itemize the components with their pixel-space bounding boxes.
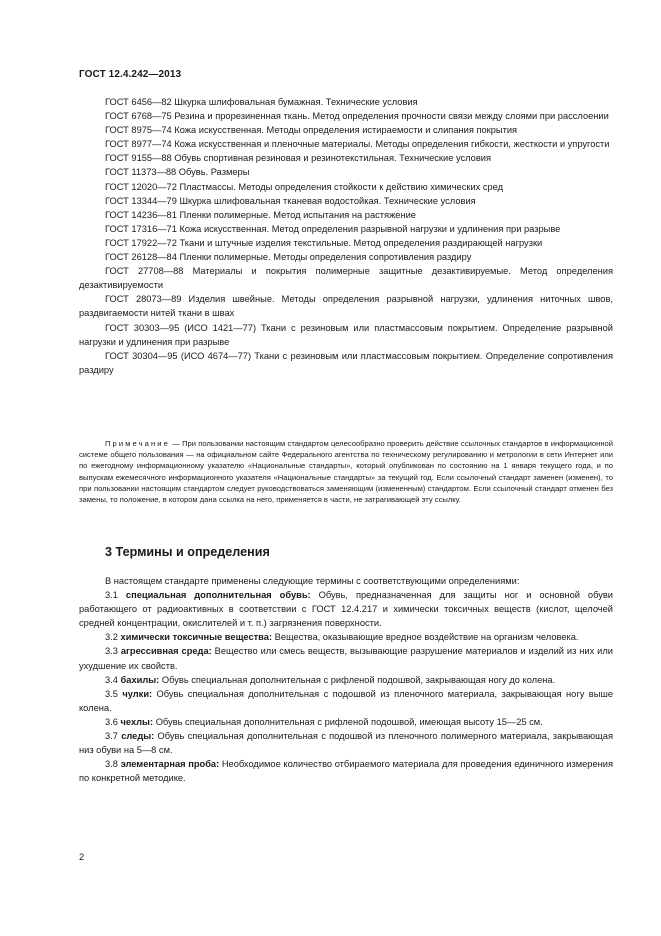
reference-item: ГОСТ 17922—72 Ткани и штучные изделия текстильные. Метод определения раздирающей нагрузки bbox=[105, 237, 543, 248]
term-definition bbox=[79, 673, 613, 687]
term-number: 3.1 bbox=[105, 590, 118, 601]
reference-item: ГОСТ 14236—81 Пленки полимерные. Метод испытания на растяжение bbox=[105, 209, 416, 220]
term-name: элементарная проба: bbox=[120, 759, 220, 770]
term-name: чехлы: bbox=[120, 716, 154, 727]
term-number: 3.3 bbox=[105, 646, 118, 657]
reference-item: ГОСТ 30303—95 (ИСО 1421—77) Ткани с резиновым или пластмассовым покрытием. Определение разрывной нагрузки и удлинения при разрыве bbox=[79, 322, 613, 347]
term-text: Обувь специальная дополнительная с подошвой из пленочного полимерного материала, закрывающая низ обуви на 5—8 см. bbox=[79, 731, 613, 756]
term-definition bbox=[79, 644, 613, 672]
term-text: Обувь специальная дополнительная с подошвой из пленочного материала, закрывающая ногу выше колена. bbox=[79, 688, 613, 713]
section-intro: В настоящем стандарте применены следующие термины с соответствующими определениями: bbox=[105, 576, 520, 586]
term-number: 3.5 bbox=[105, 688, 118, 699]
reference-item: ГОСТ 12020—72 Пластмассы. Методы определения стойкости к действию химических сред bbox=[105, 181, 504, 192]
term-definition bbox=[79, 715, 613, 729]
term-name: бахилы: bbox=[120, 674, 160, 685]
reference-item: ГОСТ 26128—84 Пленки полимерные. Методы определения сопротивления раздиру bbox=[105, 252, 472, 263]
term-number: 3.6 bbox=[105, 716, 118, 727]
term-number: 3.7 bbox=[105, 731, 118, 742]
term-name: химически токсичные вещества: bbox=[120, 632, 273, 643]
term-name: чулки: bbox=[122, 688, 153, 699]
reference-item: ГОСТ 30304—95 (ИСО 4674—77) Ткани с резиновым или пластмассовым покрытием. Определение сопротивления раздиру bbox=[79, 350, 613, 375]
term-number: 3.2 bbox=[105, 632, 118, 643]
reference-item: ГОСТ 8977—74 Кожа искусственная и пленочные материалы. Методы определения гибкости, жесткости и упругости bbox=[105, 139, 610, 150]
reference-item: ГОСТ 9155—88 Обувь спортивная резиновая и резинотекстильная. Технические условия bbox=[105, 153, 492, 164]
reference-item: ГОСТ 17316—71 Кожа искусственная. Метод определения разрывной нагрузки и удлинения при разрыве bbox=[105, 223, 561, 234]
reference-item: ГОСТ 11373—88 Обувь. Размеры bbox=[105, 167, 250, 178]
terms-section bbox=[79, 574, 613, 785]
note-text: — При пользовании настоящим стандартом целесообразно проверить действие ссылочных стандартов в информационной системе общего пользования — на официальном сайте Федерального агентства по техническому регулированию и метрологии в сети Интернет или по ежегодному информационному указателю «Национальные стандарты», который опубликован по состоянию на 1 января текущего года, и по выпускам ежемесячного информационного указателя «Национальные стандарты» за текущий год. Если ссылочный стандарт заменен (изменен), то при пользовании настоящим стандартом следует руководствоваться заменяющим (измененным) стандартом. Если ссылочный стандарт отменен без замены, то положение, в котором дана ссылка на него, применяется в части, не затрагивающей эту ссылку. bbox=[79, 439, 613, 505]
term-text: Обувь специальная дополнительная с рифленой подошвой, имеющая высоту 15—25 см. bbox=[155, 716, 543, 727]
note-paragraph bbox=[79, 438, 613, 505]
term-text: Обувь, предназначенная для защиты ног и основной обуви работающего от радиоактивных в соответствии с ГОСТ 12.4.217 и химически токсичных веществ (кислот, щелочей средней концентрации, окислителей и т. п.) загрязнения поверхности. bbox=[79, 590, 613, 629]
reference-item: ГОСТ 8975—74 Кожа искусственная. Методы определения истираемости и слипания покрытия bbox=[105, 125, 518, 136]
term-text: Вещества, оказывающие вредное воздействие на организм человека. bbox=[274, 632, 579, 643]
term-name: агрессивная среда: bbox=[120, 646, 212, 657]
reference-item: ГОСТ 6456—82 Шкурка шлифовальная бумажная. Технические условия bbox=[105, 97, 418, 107]
document-header: ГОСТ 12.4.242—2013 bbox=[79, 69, 182, 80]
reference-item: ГОСТ 13344—79 Шкурка шлифовальная тканевая водостойкая. Технические условия bbox=[105, 195, 476, 206]
term-definition bbox=[79, 757, 613, 785]
term-text: Вещество или смесь веществ, вызывающие разрушение материалов и изделий из них или ухудшение их свойств. bbox=[79, 646, 613, 671]
term-definition bbox=[79, 687, 613, 715]
note-label: Примечание bbox=[105, 439, 170, 448]
term-number: 3.8 bbox=[105, 759, 118, 770]
section-title: 3 Термины и определения bbox=[105, 545, 270, 559]
page-number: 2 bbox=[79, 852, 85, 862]
reference-item: ГОСТ 28073—89 Изделия швейные. Методы определения разрывной нагрузки, удлинения ниточных швов, раздвигаемости нитей ткани в швах bbox=[79, 294, 613, 319]
term-definition bbox=[79, 729, 613, 757]
term-number: 3.4 bbox=[105, 674, 118, 685]
term-name: специальная дополнительная обувь: bbox=[125, 590, 311, 601]
term-definition bbox=[79, 588, 613, 630]
normative-references-list bbox=[79, 95, 613, 377]
reference-item: ГОСТ 6768—75 Резина и прорезиненная ткань. Метод определения прочности связи между слоями при расслоении bbox=[105, 111, 609, 122]
term-text: Обувь специальная дополнительная с рифленой подошвой, закрывающая ногу до колена. bbox=[161, 674, 556, 685]
reference-item: ГОСТ 27708—88 Материалы и покрытия полимерные защитные дезактивируемые. Метод определения дезактивируемости bbox=[79, 266, 613, 291]
term-name: следы: bbox=[121, 731, 155, 742]
term-text: Необходимое количество отбираемого материала для проведения единичного измерения по конкретной методике. bbox=[79, 759, 613, 784]
term-definition bbox=[79, 630, 613, 644]
